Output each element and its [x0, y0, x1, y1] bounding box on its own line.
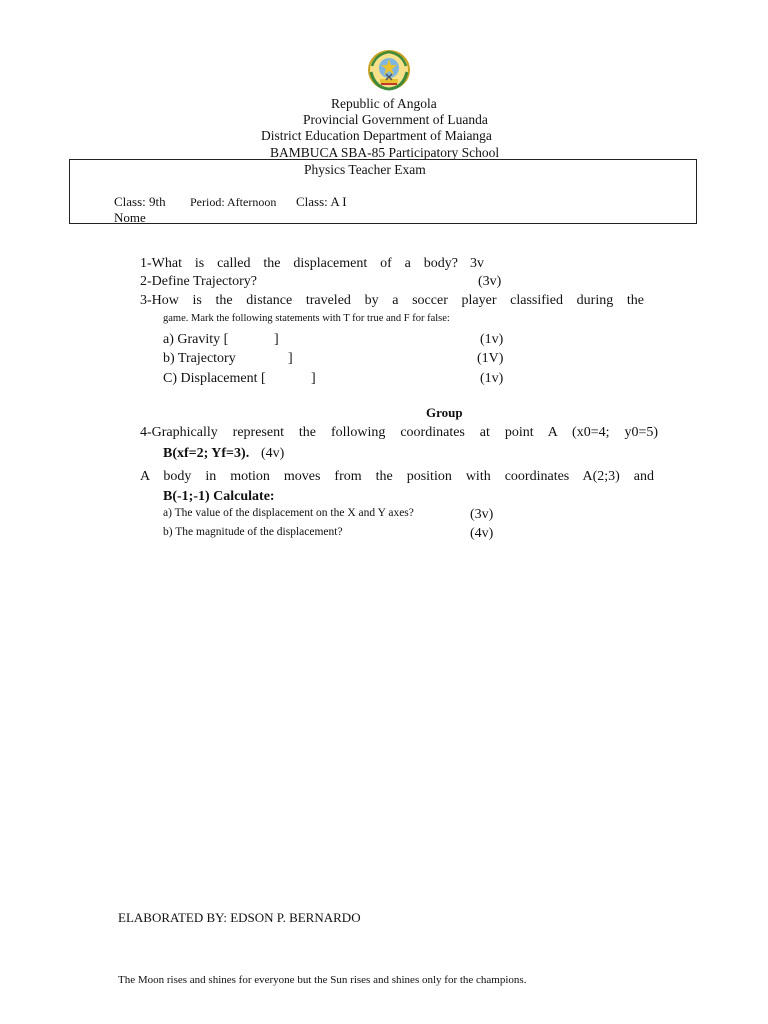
question-5-text: A body in motion moves from the position with coordinates A(2;3) and — [140, 469, 654, 484]
option-c-bracket: ] — [311, 371, 316, 386]
question-5a-text: a) The value of the displacement on the X and Y axes? — [163, 507, 414, 519]
angola-coat-of-arms-icon — [366, 48, 412, 92]
class-group-label: Class: A I — [296, 194, 347, 209]
question-3-text: 3-How is the distance traveled by a soccer player classified during the — [140, 293, 644, 308]
option-a-bracket: ] — [274, 332, 279, 347]
question-4-points: (4v) — [261, 446, 285, 461]
group-heading: Group — [426, 405, 463, 420]
question-4-text: 4-Graphically represent the following coordinates at point A (x0=4; y0=5) — [140, 425, 658, 440]
option-b-bracket: ] — [288, 351, 293, 366]
name-label: Nome — [114, 210, 146, 225]
question-5-calculate: B(-1;-1) Calculate: — [163, 489, 275, 504]
class-level-label: Class: 9th — [114, 194, 166, 209]
question-5b-text: b) The magnitude of the displacement? — [163, 526, 343, 538]
option-a-points: (1v) — [480, 332, 504, 347]
option-b-points: (1V) — [477, 351, 504, 366]
header-republic: Republic of Angola — [331, 96, 437, 111]
closing-quote: The Moon rises and shines for everyone but the Sun rises and shines only for the champions. — [118, 974, 527, 986]
header-education-department: District Education Department of Maianga — [261, 128, 492, 143]
option-b-label: b) Trajectory — [163, 351, 236, 366]
header-school-name: BAMBUCA SBA-85 Participatory School — [270, 145, 500, 160]
question-4-coordinates: B(xf=2; Yf=3). — [163, 446, 250, 461]
option-a-label: a) Gravity [ — [163, 332, 229, 347]
exam-title: Physics Teacher Exam — [304, 162, 426, 177]
option-c-points: (1v) — [480, 371, 504, 386]
question-1-points: 3v — [470, 256, 484, 271]
option-c-label: C) Displacement [ — [163, 371, 266, 386]
question-2-points: (3v) — [478, 274, 502, 289]
question-1-text: 1-What is called the displacement of a body? — [140, 256, 458, 271]
header-provincial-government: Provincial Government of Luanda — [303, 112, 488, 127]
question-5a-points: (3v) — [470, 507, 494, 522]
author-line: ELABORATED BY: EDSON P. BERNARDO — [118, 910, 361, 925]
question-3-instructions: game. Mark the following statements with T for true and F for false: — [163, 313, 450, 324]
question-2-text: 2-Define Trajectory? — [140, 274, 258, 289]
question-5b-points: (4v) — [470, 526, 494, 541]
period-label: Period: Afternoon — [190, 195, 277, 209]
